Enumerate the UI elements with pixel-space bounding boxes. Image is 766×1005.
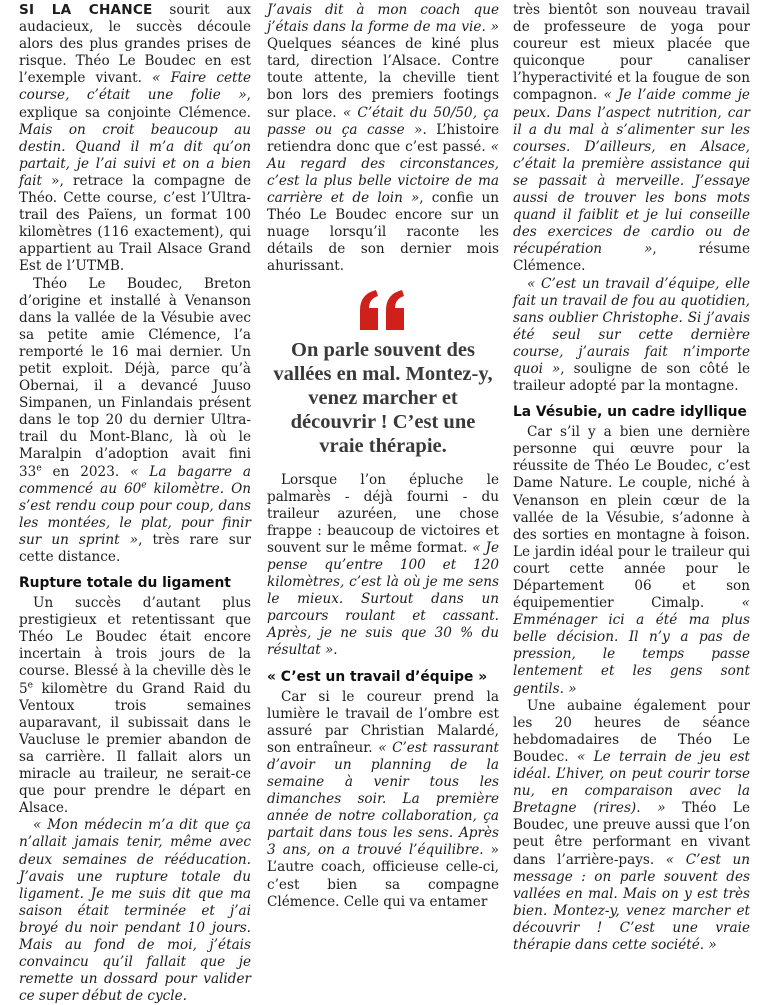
paragraph: Une aubaine également pour les 20 heures de séance hebdomadaires de Théo Le Boudec. « Le terrain de jeu est idéal. L’hiver, on peut courir torse nu, en comparaison avec la Bretagne (rires). » Théo Le Boudec, une preuve aussi que l’on peut être performant en vivant dans l’arrière-pays. « C’est un message : on parle souvent des vallées en mal. Mais on y est très bien. Montez-y, venez marcher et découvrir ! C’est une vraie thérapie dans cette société. » bbox=[513, 697, 750, 953]
paragraph: Théo Le Boudec, Breton d’origine et installé à Venanson dans la vallée de la Vésubie avec sa petite amie Clémence, l’a remporté le 16 mai dernier. Un petit exploit. Déjà, parce qu’à Obernai, il a devancé Juuso Simpanen, un Finlandais présent dans le top 20 du dernier Ultra-trail du Mont-Blanc, là où le Maralpin d’adoption avait fini 33e en 2023. « La bagarre a commencé au 60e kilomètre. On s’est rendu coup pour coup, dans les montées, le plat, pour finir sur un sprint », très rare sur cette distance. bbox=[19, 275, 251, 565]
subheading: « C’est un travail d’équipe » bbox=[267, 668, 488, 685]
paragraph: « C’est un travail d’équipe, elle fait un travail de fou au quotidien, sans oublier Christophe. Si j’avais été seul sur cette dernière course, j’aurais fait n’importe quoi », souligne de son côté le traileur adopté par la montagne. bbox=[513, 275, 750, 395]
paragraph: Car s’il y a bien une dernière personne qui œuvre pour la réussite de Théo Le Boudec, c’est Dame Nature. Le couple, niché à Venanson en plein cœur de la vallée de la Vésubie, s’adonne à des sorties en montagne à foison. Le jardin idéal pour le traileur qui court cette année pour le Département 06 et son équipementier Cimalp. « Emménager ici a été ma plus belle décision. Il n’y a pas de pression, le temps passe lentement et les gens sont gentils. » bbox=[513, 424, 750, 697]
column-3 bbox=[513, 2, 750, 954]
pull-quote-text: On parle souvent des vallées en mal. Montez-y, venez marcher et découvrir ! C’est une vraie thérapie. bbox=[273, 338, 493, 457]
column-1 bbox=[19, 2, 251, 1005]
paragraph: J’avais dit à mon coach que j’étais dans la forme de ma vie. » Quelques séances de kiné plus tard, direction l’Alsace. Contre toute attente, la cheville tient bon lors des premiers footings sur place. « C’était du 50/50, ça passe ou ça casse ». L’histoire retiendra donc que c’est passé. « Au regard des circonstances, c’est la plus belle victoire de ma carrière et de loin », confie un Théo Le Boudec encore sur un nuage lorsqu’il raconte les détails de son dernier mois ahurissant. bbox=[267, 2, 500, 275]
subheading: Rupture totale du ligament bbox=[19, 575, 231, 592]
paragraph: Lorsque l’on épluche le palmarès - déjà fourni - du traileur azuréen, une chose frappe : beaucoup de victoires et souvent sur le même format. « Je pense qu’entre 100 et 120 kilomètres, c’est là où je me sens le mieux. Surtout dans un parcours roulant et cassant. Après, je ne suis que 30 % du résultat ». bbox=[267, 471, 499, 659]
paragraph: SI LA CHANCE sourit aux audacieux, le succès découle alors des plus grandes prises de risque. Théo Le Boudec en est l’exemple vivant. « Faire cette course, c’était une folie », explique sa conjointe Clémence. Mais on croit beaucoup au destin. Quand il m’a dit qu’on partait, je l’ai suivi et on a bien fait », retrace la compagne de Théo. Cette course, c’est l’Ultra-trail des Païens, un format 100 kilomètres (116 exactement), qui appartient au Trail Alsace Grand Est de l’UTMB. bbox=[19, 2, 251, 275]
paragraph: Un succès d’autant plus prestigieux et retentissant que Théo Le Boudec était encore incertain à trois jours de la course. Blessé à la cheville dès le 5e kilomètre du Grand Raid du Ventoux trois semaines auparavant, il subissait dans le Vaucluse le premier abandon de sa carrière. Il fallait alors un miracle au traileur, ne serait-ce que pour prendre le départ en Alsace. bbox=[19, 595, 251, 817]
column-2 bbox=[267, 2, 499, 911]
subheading: La Vésubie, un cadre idyllique bbox=[513, 404, 747, 421]
pull-quote bbox=[267, 290, 499, 458]
paragraph: Car si le coureur prend la lumière le travail de l’ombre est assuré par Christian Malardé, son entraîneur. « C’est rassurant d’avoir un planning de la semaine à venir tous les dimanches soir. La première année de notre collaboration, ça partait dans tous les sens. Après 3 ans, on a trouvé l’équilibre. » L’autre coach, officieuse celle-ci, c’est bien sa compagne Clémence. Celle qui va entamer bbox=[267, 688, 500, 910]
paragraph: « Mon médecin m’a dit que ça n’allait jamais tenir, même avec deux semaines de rééducation. J’avais une rupture totale du ligament. Je me suis dit que ma saison était terminée et j’ai broyé du noir pendant 10 jours. Mais au fond de moi, j’étais convaincu qu’il fallait que je remette un dossard pour valider ce super début de cycle. bbox=[19, 817, 251, 1005]
paragraph: très bientôt son nouveau travail de professeure de yoga pour coureur est mieux placée que quiconque pour canaliser l’hyperactivité et la fougue de son compagnon. « Je l’aide comme je peux. Dans l’aspect nutrition, car il a du mal à s’alimenter sur les courses. D’ailleurs, en Alsace, c’était la première assistance qui se passait à merveille. J’essaye aussi de trouver les bons mots quand il faiblit et je lui conseille des exercices de cardio ou de récupération », résume Clémence. bbox=[513, 2, 750, 275]
quote-mark-icon bbox=[358, 290, 408, 330]
lead-in: SI LA CHANCE bbox=[19, 2, 153, 18]
